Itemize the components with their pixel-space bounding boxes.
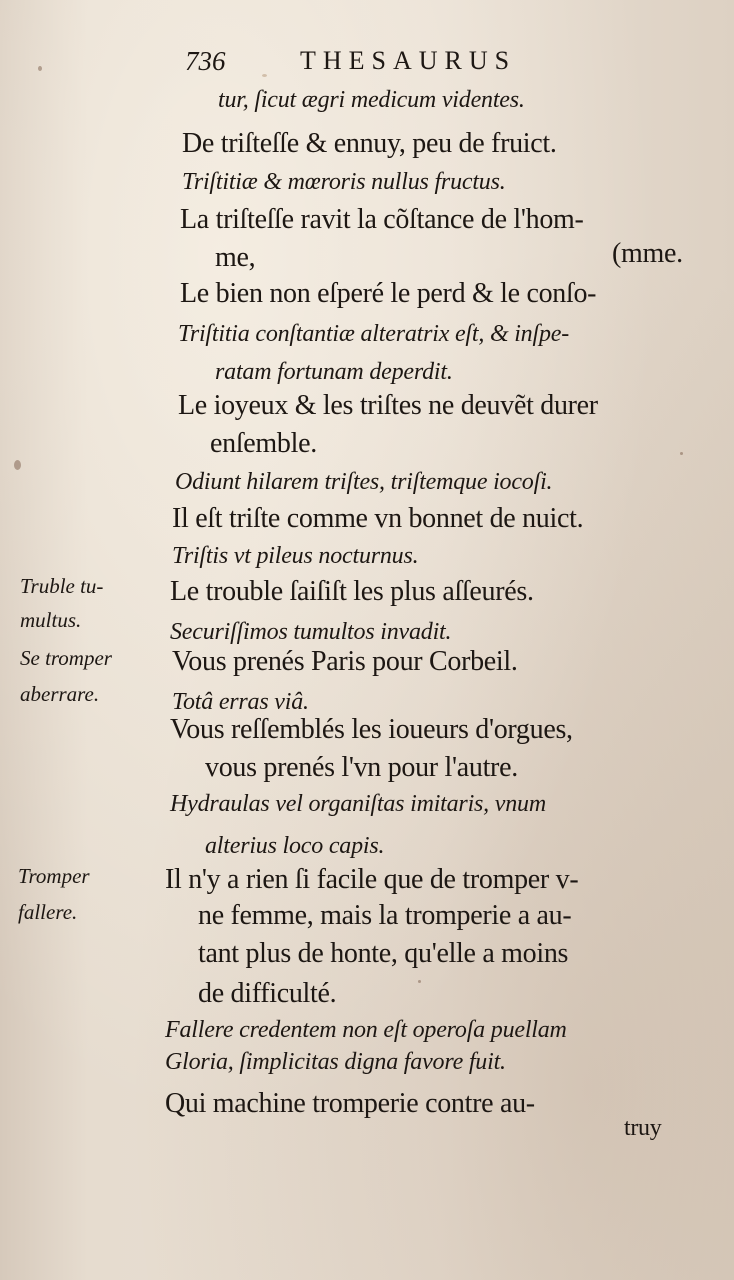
paper-speck bbox=[38, 66, 42, 71]
text-line: Totâ erras viâ. bbox=[172, 689, 309, 715]
paper-speck bbox=[262, 74, 267, 77]
text-line: vous prenés l'vn pour l'autre. bbox=[205, 752, 518, 783]
text-line: tur, ſicut ægri medicum videntes. bbox=[218, 87, 525, 113]
text-line: Qui machine tromperie contre au- bbox=[165, 1088, 535, 1119]
text-line: Securiſſimos tumultos invadit. bbox=[170, 619, 452, 645]
margin-note: multus. bbox=[20, 608, 82, 632]
text-line: enſemble. bbox=[210, 428, 317, 459]
text-line: Vous prenés Paris pour Corbeil. bbox=[172, 646, 518, 677]
paper-speck bbox=[418, 980, 421, 983]
text-line: alterius loco capis. bbox=[205, 833, 385, 859]
paper-speck bbox=[14, 460, 21, 470]
margin-note: fallere. bbox=[18, 900, 78, 924]
text-line: ne femme, mais la tromperie a au- bbox=[198, 900, 572, 931]
text-line: Gloria, ſimplicitas digna favore fuit. bbox=[165, 1049, 506, 1075]
text-line: La triſteſſe ravit la cõſtance de l'hom- bbox=[180, 204, 584, 235]
text-line: De triſteſſe & ennuy, peu de fruict. bbox=[182, 128, 557, 159]
margin-note: Tromper bbox=[18, 864, 90, 888]
text-line: Hydraulas vel organiſtas imitaris, vnum bbox=[170, 791, 546, 817]
text-line: (mme. bbox=[612, 238, 683, 269]
margin-note: aberrare. bbox=[20, 682, 100, 706]
text-line: Il n'y a rien ſi facile que de tromper v- bbox=[165, 864, 579, 895]
text-line: Le ioyeux & les triſtes ne deuvẽt durer bbox=[178, 390, 598, 421]
paper-speck bbox=[680, 452, 683, 455]
text-line: tant plus de honte, qu'elle a moins bbox=[198, 938, 569, 969]
page-number: 736 bbox=[185, 46, 226, 76]
text-line: Fallere credentem non eſt operoſa puellam bbox=[165, 1017, 567, 1043]
margin-note: Truble tu- bbox=[20, 574, 104, 598]
text-line: Vous reſſemblés les ioueurs d'orgues, bbox=[170, 714, 573, 745]
text-line: Triſtitiæ & mœroris nullus fructus. bbox=[182, 169, 506, 195]
text-line: me, bbox=[215, 242, 256, 273]
running-title: THESAURUS bbox=[300, 46, 517, 75]
text-line: Odiunt hilarem triſtes, triſtemque iocoſi. bbox=[175, 469, 553, 495]
text-line: Le trouble ſaiſiſt les plus aſſeurés. bbox=[170, 576, 534, 607]
text-line: Triſtitia conſtantiæ alteratrix eſt, & inſpe- bbox=[178, 321, 569, 347]
text-line: Triſtis vt pileus nocturnus. bbox=[172, 543, 419, 569]
text-line: ratam fortunam deperdit. bbox=[215, 359, 453, 385]
margin-note: Se tromper bbox=[20, 646, 112, 670]
text-line: Il eſt triſte comme vn bonnet de nuict. bbox=[172, 503, 584, 534]
text-line: truy bbox=[624, 1115, 662, 1141]
text-line: Le bien non eſperé le perd & le conſo- bbox=[180, 278, 597, 309]
text-line: de difficulté. bbox=[198, 978, 337, 1009]
